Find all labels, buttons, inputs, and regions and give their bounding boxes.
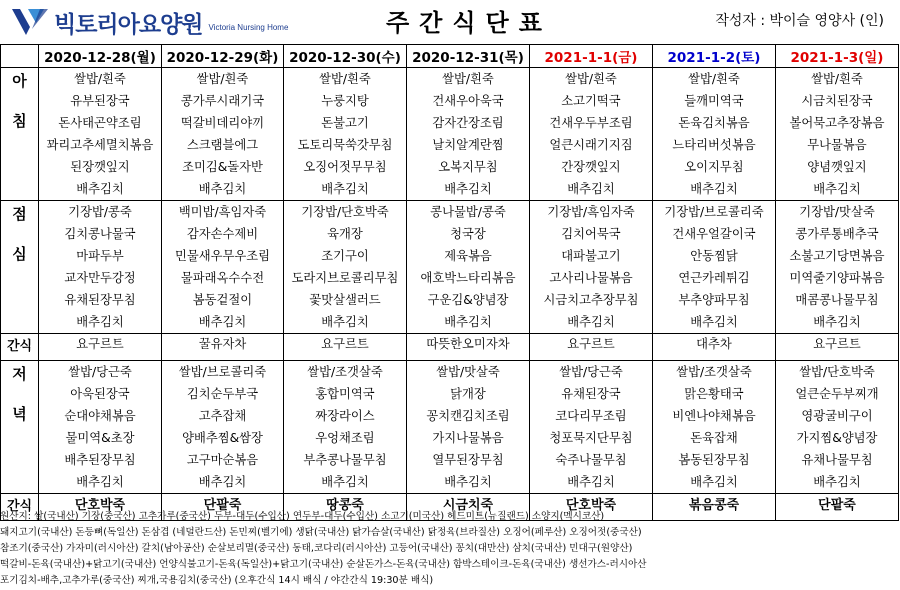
menu-item: 물파래옥수수전	[180, 271, 265, 285]
menu-item: 유채나물무침	[801, 453, 873, 467]
menu-item: 시금치된장국	[801, 94, 873, 108]
menu-item: 배추김치	[690, 475, 738, 489]
breakfast-items	[162, 68, 283, 200]
menu-item: 배추김치	[813, 182, 861, 196]
menu-item: 배추김치	[321, 182, 369, 196]
menu-item: 도토리묵쑥갓무침	[297, 138, 393, 152]
menu-item: 배추김치	[76, 315, 124, 329]
breakfast-items	[530, 68, 652, 200]
dinner-label	[1, 361, 39, 494]
day-header: 2020-12-29(화)	[162, 45, 284, 68]
menu-item: 고추잡채	[198, 409, 247, 423]
menu-item: 배추김치	[813, 315, 861, 329]
menu-item: 배추김치	[198, 182, 247, 196]
evening-snack-cell: 단호박죽	[39, 494, 162, 521]
breakfast-cell	[653, 68, 776, 201]
evening-snack-cell: 시금치죽	[407, 494, 530, 521]
menu-item: 맑은황태국	[684, 387, 744, 401]
menu-item: 누룽지탕	[321, 94, 369, 108]
menu-item: 감자간장조림	[432, 116, 504, 130]
evening-snack-cell: 단팥죽	[162, 494, 284, 521]
menu-item: 육개장	[327, 227, 363, 241]
menu-item: 된장깻잎지	[70, 160, 130, 174]
menu-item: 마파두부	[76, 249, 124, 263]
menu-item: 기장밥/맛살죽	[799, 205, 875, 219]
dinner-items	[284, 361, 406, 493]
menu-item: 코다리무조림	[555, 409, 627, 423]
menu-item: 꽈리고추세멸치볶음	[46, 138, 154, 152]
menu-item: 콩나물밥/콩죽	[430, 205, 506, 219]
menu-item: 감자손수제비	[186, 227, 259, 241]
dinner-cell	[407, 361, 530, 494]
afternoon-snack-cell: 요구르트	[284, 334, 407, 361]
breakfast-label	[1, 68, 39, 201]
menu-item: 배추김치	[444, 182, 492, 196]
menu-item: 건새우얼갈이국	[672, 227, 756, 241]
breakfast-row	[1, 68, 899, 201]
menu-item: 쌀밥/흰죽	[565, 72, 617, 86]
menu-item: 봄동된장무침	[678, 453, 750, 467]
menu-item: 시금치고추장무침	[543, 293, 639, 307]
origin-line: 포기김치-배추,고추가루(중국산) 찌개,국용김치(중국산) (오후간식 14시 배식 / 야간간식 19:30분 배식)	[0, 575, 434, 586]
menu-item: 배추김치	[76, 475, 124, 489]
breakfast-cell	[530, 68, 653, 201]
dinner-label-char: 저	[12, 365, 27, 383]
afternoon-snack-cell: 요구르트	[39, 334, 162, 361]
menu-item: 유채된장국	[561, 387, 621, 401]
dinner-label-char: 녁	[12, 405, 27, 423]
menu-item: 매콤콩나물무침	[795, 293, 879, 307]
afternoon-snack-row	[1, 334, 899, 361]
menu-item: 날치알계란찜	[432, 138, 504, 152]
menu-item: 스크램블에그	[186, 138, 259, 152]
menu-item: 유채된장무침	[64, 293, 136, 307]
menu-item: 얼큰순두부찌개	[795, 387, 879, 401]
menu-item: 미역줄기양파볶음	[789, 271, 885, 285]
menu-item: 비엔나야채볶음	[672, 409, 756, 423]
breakfast-label-char: 아	[12, 72, 27, 90]
menu-item: 꽁치캔김치조림	[426, 409, 510, 423]
menu-item: 가지찜&양념장	[796, 431, 878, 445]
dinner-items	[530, 361, 652, 493]
menu-item: 고사리나물볶음	[549, 271, 633, 285]
menu-item: 배추김치	[321, 475, 369, 489]
afternoon-snack-cell: 요구르트	[530, 334, 653, 361]
lunch-label-char: 점	[12, 205, 27, 223]
lunch-cell	[39, 201, 162, 334]
evening-snack-cell: 땅콩죽	[284, 494, 407, 521]
menu-item: 민물새우무우조림	[174, 249, 271, 263]
logo-emblem-icon	[10, 5, 50, 39]
menu-item: 배추김치	[567, 475, 615, 489]
menu-item: 물미역&초장	[65, 431, 135, 445]
menu-item: 돈사태곤약조림	[58, 116, 142, 130]
lunch-cell	[530, 201, 653, 334]
logo-subtitle: Victoria Nursing Home	[208, 22, 289, 32]
origin-notes	[0, 509, 898, 589]
lunch-label-char: 심	[12, 245, 27, 263]
afternoon-snack-cell: 꿀유자차	[162, 334, 284, 361]
origin-line: 원산지: 쌀(국내산) 기장(중국산) 고추가루(중국산) 두부-대두(수입산) 연두부-대두(수입산) 소고기(미국산) 헤드미트(뉴질랜드) 소양지(멕시코산)	[0, 511, 605, 522]
afternoon-snack-cell: 대추차	[653, 334, 776, 361]
lunch-cell	[284, 201, 407, 334]
menu-item: 도라지브로콜리무침	[291, 271, 399, 285]
menu-item: 간장깻잎지	[561, 160, 621, 174]
header	[0, 0, 900, 42]
menu-item: 쌀밥/흰죽	[811, 72, 863, 86]
menu-item: 배추김치	[813, 475, 861, 489]
logo-text: 빅토리아요양원	[54, 11, 203, 38]
origin-line: 참조기(중국산) 가자미(러시아산) 갈치(남아공산) 순살보리멸(중국산) 동태,코다리(러시아산) 고등어(국내산) 꽁치(대만산) 삼치(국내산) 민대구(원양산)	[0, 543, 633, 554]
menu-item: 조미김&돌자반	[182, 160, 263, 174]
menu-item: 교자만두강정	[64, 271, 136, 285]
dinner-items	[776, 361, 898, 493]
author-line: 작성자 : 박이슬 영양사 (인)	[715, 13, 884, 29]
breakfast-cell	[407, 68, 530, 201]
page-title: 주간식단표	[386, 9, 552, 37]
afternoon-snack-label: 간식	[1, 334, 39, 361]
lunch-items	[653, 201, 775, 333]
menu-item: 홍합미역국	[315, 387, 375, 401]
dinner-cell	[530, 361, 653, 494]
menu-item: 짜장라이스	[315, 409, 375, 423]
origin-line: 떡갈비-돈육(국내산)+닭고기(국내산) 언양식불고기-돈육(독일산)+닭고기(국내산) 순살돈가스-돈육(국내산) 함박스테이크-돈육(국내산) 생선가스-러시아산	[0, 559, 647, 570]
menu-item: 안동찜닭	[690, 249, 738, 263]
breakfast-items	[284, 68, 406, 200]
menu-item: 부추콩나물무침	[303, 453, 387, 467]
corner-cell	[1, 45, 39, 68]
menu-item: 김치어묵국	[561, 227, 621, 241]
menu-item: 건새우아욱국	[432, 94, 504, 108]
menu-item: 배추김치	[444, 475, 492, 489]
menu-item: 배추된장무침	[64, 453, 136, 467]
menu-item: 쌀밥/브로콜리죽	[178, 365, 267, 379]
menu-item: 콩가루통배추국	[795, 227, 879, 241]
menu-item: 얼큰시래기지짐	[549, 138, 633, 152]
menu-item: 들깨미역국	[684, 94, 744, 108]
menu-item: 느타리버섯볶음	[672, 138, 756, 152]
breakfast-items	[39, 68, 161, 200]
menu-item: 돈육잡채	[690, 431, 738, 445]
menu-item: 쌀밥/당근죽	[68, 365, 132, 379]
dinner-cell	[776, 361, 899, 494]
menu-item: 청포묵지단무침	[549, 431, 633, 445]
menu-item: 꽃맛살샐러드	[309, 293, 381, 307]
menu-item: 순대야채볶음	[64, 409, 136, 423]
menu-item: 제육볶음	[444, 249, 492, 263]
menu-item: 기장밥/흑임자죽	[547, 205, 635, 219]
breakfast-items	[407, 68, 529, 200]
menu-item: 건새우두부조림	[549, 116, 633, 130]
menu-item: 쌀밥/조갯살죽	[676, 365, 752, 379]
menu-item: 쌀밥/조갯살죽	[307, 365, 383, 379]
menu-item: 콩가루시래기국	[180, 94, 265, 108]
dinner-items	[653, 361, 775, 493]
dinner-cell	[162, 361, 284, 494]
menu-item: 우엉채조림	[315, 431, 375, 445]
menu-item: 숙주나물무침	[555, 453, 627, 467]
menu-item: 쌀밥/흰죽	[442, 72, 494, 86]
lunch-cell	[407, 201, 530, 334]
menu-item: 쌀밥/흰죽	[319, 72, 371, 86]
menu-item: 배추김치	[198, 475, 247, 489]
day-header: 2021-1-1(금)	[530, 45, 653, 68]
menu-item: 배추김치	[198, 315, 247, 329]
menu-item: 오징어젓무무침	[303, 160, 387, 174]
menu-item: 배추김치	[690, 315, 738, 329]
dinner-items	[39, 361, 161, 493]
lunch-items	[530, 201, 652, 333]
afternoon-snack-cell: 요구르트	[776, 334, 899, 361]
afternoon-snack-cell: 따뜻한오미자차	[407, 334, 530, 361]
menu-item: 기장밥/단호박죽	[301, 205, 389, 219]
lunch-items	[284, 201, 406, 333]
breakfast-cell	[284, 68, 407, 201]
logo	[10, 4, 288, 40]
menu-item: 봄동겉절이	[192, 293, 253, 307]
day-header: 2020-12-28(월)	[39, 45, 162, 68]
menu-item: 배추김치	[321, 315, 369, 329]
menu-item: 쌀밥/흰죽	[74, 72, 126, 86]
menu-item: 김치콩나물국	[64, 227, 136, 241]
menu-item: 쌀밥/당근죽	[559, 365, 623, 379]
menu-item: 열무된장무침	[432, 453, 504, 467]
menu-item: 기장밥/콩죽	[68, 205, 132, 219]
menu-item: 쌀밥/맛살죽	[436, 365, 500, 379]
dinner-cell	[653, 361, 776, 494]
lunch-cell	[653, 201, 776, 334]
menu-item: 연근카레튀김	[678, 271, 750, 285]
origin-line: 돼지고기(국내산) 돈등뼈(독일산) 돈삼겹 (네덜란드산) 돈민찌(벨기에) 생닭(국내산) 닭가슴살(국내산) 닭정육(브라질산) 오징어(페루산) 오징어젓(중국산)	[0, 527, 642, 538]
lunch-label	[1, 201, 39, 334]
menu-item: 영광굴비구이	[801, 409, 873, 423]
menu-item: 김치순두부국	[186, 387, 259, 401]
lunch-items	[407, 201, 529, 333]
menu-item: 배추김치	[76, 182, 124, 196]
evening-snack-label: 간식	[1, 494, 39, 521]
menu-item: 배추김치	[567, 182, 615, 196]
menu-item: 돈육김치볶음	[678, 116, 750, 130]
menu-item: 쌀밥/흰죽	[688, 72, 740, 86]
menu-item: 아욱된장국	[70, 387, 130, 401]
day-header: 2021-1-2(토)	[653, 45, 776, 68]
menu-item: 구운김&양념장	[427, 293, 509, 307]
breakfast-items	[653, 68, 775, 200]
dinner-cell	[284, 361, 407, 494]
menu-item: 돈불고기	[321, 116, 369, 130]
menu-item: 닭개장	[450, 387, 486, 401]
menu-item: 배추김치	[444, 315, 492, 329]
day-header: 2020-12-31(목)	[407, 45, 530, 68]
menu-item: 기장밥/브로콜리죽	[664, 205, 764, 219]
menu-item: 청국장	[450, 227, 486, 241]
breakfast-items	[776, 68, 898, 200]
menu-item: 오이지무침	[684, 160, 744, 174]
menu-item: 대파불고기	[561, 249, 621, 263]
dinner-items	[162, 361, 283, 493]
lunch-row	[1, 201, 899, 334]
evening-snack-cell: 단팥죽	[776, 494, 899, 521]
day-header: 2020-12-30(수)	[284, 45, 407, 68]
lunch-items	[39, 201, 161, 333]
lunch-items	[162, 201, 283, 333]
menu-item: 백미밥/흑임자죽	[178, 205, 267, 219]
dinner-row	[1, 361, 899, 494]
menu-item: 쌀밥/흰죽	[196, 72, 249, 86]
menu-item: 떡갈비데리야끼	[180, 116, 265, 130]
menu-item: 오복지무침	[438, 160, 498, 174]
breakfast-cell	[162, 68, 284, 201]
menu-item: 양념깻잎지	[807, 160, 867, 174]
evening-snack-cell: 볶음콩죽	[653, 494, 776, 521]
lunch-cell	[162, 201, 284, 334]
lunch-cell	[776, 201, 899, 334]
menu-item: 양배추찜&쌈장	[182, 431, 263, 445]
breakfast-cell	[776, 68, 899, 201]
date-header-row	[1, 45, 899, 68]
dinner-items	[407, 361, 529, 493]
menu-item: 볼어묵고추장볶음	[789, 116, 885, 130]
menu-item: 배추김치	[690, 182, 738, 196]
lunch-items	[776, 201, 898, 333]
menu-item: 소불고기당면볶음	[789, 249, 885, 263]
menu-item: 가지나물볶음	[432, 431, 504, 445]
dinner-cell	[39, 361, 162, 494]
menu-item: 배추김치	[567, 315, 615, 329]
breakfast-cell	[39, 68, 162, 201]
menu-item: 무나물볶음	[807, 138, 867, 152]
day-header: 2021-1-3(일)	[776, 45, 899, 68]
menu-item: 부추양파무침	[678, 293, 750, 307]
menu-item: 애호박느타리볶음	[420, 271, 516, 285]
menu-item: 쌀밥/단호박죽	[799, 365, 875, 379]
evening-snack-cell: 단호박죽	[530, 494, 653, 521]
breakfast-label-char: 침	[12, 112, 27, 130]
menu-item: 소고기떡국	[561, 94, 621, 108]
menu-item: 조기구이	[321, 249, 369, 263]
menu-table	[0, 44, 899, 521]
menu-item: 고구마순볶음	[186, 453, 259, 467]
menu-item: 유부된장국	[70, 94, 130, 108]
